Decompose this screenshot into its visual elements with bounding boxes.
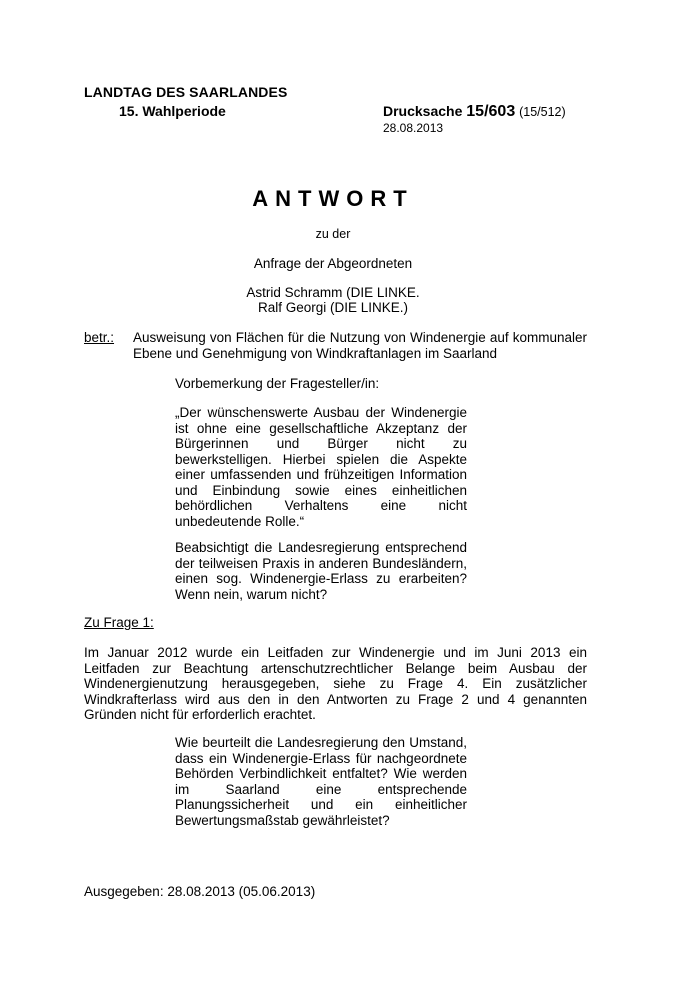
betr-label: betr.:	[84, 330, 115, 345]
document-date: 28.08.2013	[383, 121, 444, 135]
deputy-name-2: Ralf Georgi (DIE LINKE.)	[257, 300, 409, 315]
parliament-name: LANDTAG DES SAARLANDES	[84, 84, 288, 100]
document-title: ANTWORT	[252, 186, 414, 211]
issued-date: Ausgegeben: 28.08.2013 (05.06.2013)	[84, 884, 316, 899]
question-2: Wie beurteilt die Landesregierung den Umstand, dass ein Windenergie-Erlass für nachgeordnete Behörden Verbindlichkeit entfaltet? Wie werden im Saarland eine entsprechende Planungssicherheit und ein einheitlicher Bewertungsmaßstab gewährleistet?	[175, 735, 467, 828]
intro-zu-der: zu der	[315, 227, 351, 241]
document-number	[383, 103, 566, 121]
vorbemerkung-quote: „Der wünschenswerte Ausbau der Windenergie ist ohne eine gesellschaftliche Akzeptanz der Bürgerinnen und Bürger nicht zu bewerkstelligen. Hierbei spielen die Aspekte einer umfassenden und frühzeitigen Information und Einbindung sowie eines einheitlichen behördlichen Verhaltens eine nicht unbedeutende Rolle.“	[175, 405, 467, 529]
vorbemerkung-label: Vorbemerkung der Fragesteller/in:	[175, 376, 380, 391]
answer-1-text: Im Januar 2012 wurde ein Leitfaden zur Windenergie und im Juni 2013 ein Leitfaden zur Beachtung artenschutzrechtlicher Belange beim Ausbau der Windenergienutzung herausgegeben, siehe zu Frage 4. Ein zusätzlicher Windkrafterlass wird aus den in den Antworten zu Frage 2 und 4 genannten Gründen nicht für erforderlich erachtet.	[84, 645, 587, 722]
drucksache-number: 15/603	[466, 103, 516, 120]
betr-subject: Ausweisung von Flächen für die Nutzung von Windenergie auf kommunaler Ebene und Genehmigung von Windkraftanlagen im Saarland	[133, 330, 587, 361]
question-1: Beabsichtigt die Landesregierung entsprechend der teilweisen Praxis in anderen Bundesländern, einen sog. Windenergie-Erlass zu erarbeiten? Wenn nein, warum nicht?	[175, 540, 467, 602]
answer-1-heading: Zu Frage 1:	[84, 615, 154, 630]
legislative-period: 15. Wahlperiode	[119, 103, 226, 119]
deputy-name-1: Astrid Schramm (DIE LINKE.	[246, 285, 420, 300]
intro-anfrage: Anfrage der Abgeordneten	[253, 256, 413, 271]
drucksache-ref: (15/512)	[519, 105, 566, 119]
drucksache-label: Drucksache	[383, 103, 463, 119]
deputies-names	[0, 285, 666, 315]
